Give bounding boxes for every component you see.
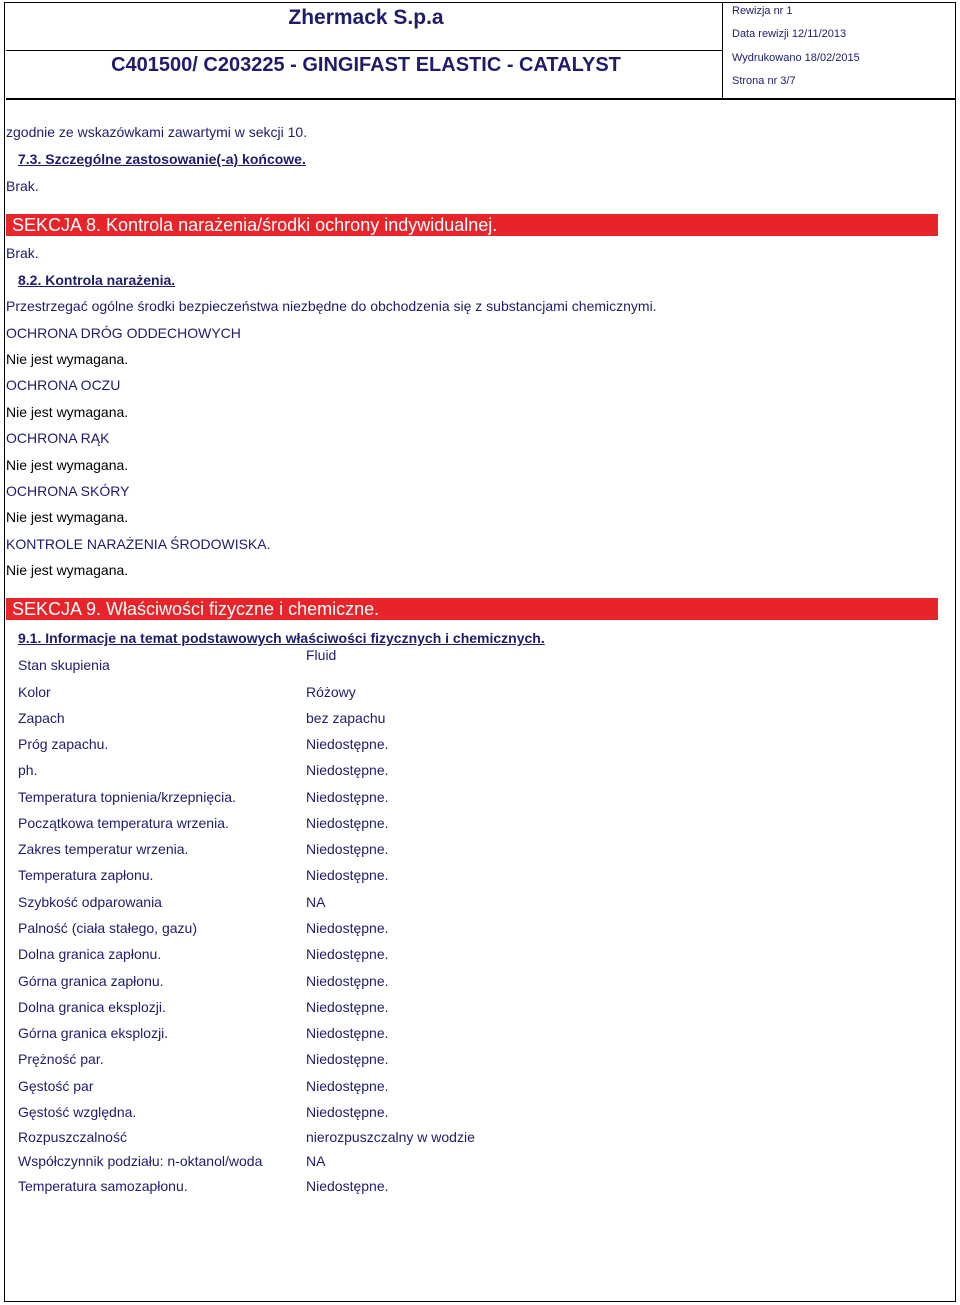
revision-date: Data rewizji 12/11/2013: [732, 28, 847, 40]
property-value: Niedostępne.: [306, 1178, 389, 1194]
property-value: Niedostępne.: [306, 1051, 389, 1067]
property-value: Niedostępne.: [306, 1078, 389, 1094]
section7-continuation: zgodnie ze wskazówkami zawartymi w sekcji 10.: [6, 124, 308, 140]
property-label: Zapach: [18, 710, 65, 726]
property-value: Niedostępne.: [306, 946, 389, 962]
protection-heading-eyes: OCHRONA OCZU: [6, 377, 121, 393]
property-value: Niedostępne.: [306, 841, 389, 857]
protection-heading-respiratory: OCHRONA DRÓG ODDECHOWYCH: [6, 325, 241, 341]
property-value: Niedostępne.: [306, 867, 389, 883]
company-box: [6, 2, 722, 51]
page-border: [4, 2, 956, 1302]
property-label: Temperatura topnienia/krzepnięcia.: [18, 789, 236, 805]
property-value: Niedostępne.: [306, 920, 389, 936]
property-value: Niedostępne.: [306, 789, 389, 805]
subsection-7-3-text: Brak.: [6, 178, 39, 194]
protection-text-hands: Nie jest wymagana.: [6, 457, 129, 473]
protection-text-eyes: Nie jest wymagana.: [6, 404, 129, 420]
property-value: Niedostępne.: [306, 1104, 389, 1120]
property-label: Temperatura zapłonu.: [18, 867, 154, 883]
property-value: Niedostępne.: [306, 973, 389, 989]
section8-intro: Brak.: [6, 245, 39, 261]
section8-general: Przestrzegać ogólne środki bezpieczeństwa niezbędne do obchodzenia się z substancjami chemicznymi.: [6, 298, 657, 314]
property-label: Rozpuszczalność: [18, 1129, 127, 1145]
revision-number: Rewizja nr 1: [732, 5, 793, 17]
property-label: Górna granica zapłonu.: [18, 973, 164, 989]
property-label: Stan skupienia: [18, 657, 110, 673]
property-label: Dolna granica eksplozji.: [18, 999, 166, 1015]
header-left: [6, 2, 723, 98]
protection-text-respiratory: Nie jest wymagana.: [6, 351, 129, 367]
property-value: bez zapachu: [306, 710, 386, 726]
property-label: Próg zapachu.: [18, 736, 109, 752]
property-label: ph.: [18, 762, 38, 778]
document-header: [6, 2, 956, 100]
property-value: NA: [306, 894, 326, 910]
property-value: Niedostępne.: [306, 999, 389, 1015]
property-value: Niedostępne.: [306, 1025, 389, 1041]
subsection-7-3: 7.3. Szczególne zastosowanie(-a) końcowe.: [18, 151, 306, 167]
property-value: Niedostępne.: [306, 762, 389, 778]
property-label: Palność (ciała stałego, gazu): [18, 920, 197, 936]
property-label: Kolor: [18, 684, 51, 700]
protection-text-skin: Nie jest wymagana.: [6, 509, 129, 525]
section9-header: [6, 598, 938, 620]
property-value: nierozpuszczalny w wodzie: [306, 1129, 475, 1145]
property-value: Niedostępne.: [306, 736, 389, 752]
property-label: Początkowa temperatura wrzenia.: [18, 815, 229, 831]
property-label: Dolna granica zapłonu.: [18, 946, 162, 962]
property-label: Szybkość odparowania: [18, 894, 162, 910]
property-label: Gęstość par: [18, 1078, 94, 1094]
property-label: Współczynnik podziału: n-oktanol/woda: [18, 1153, 263, 1169]
page-number: Strona nr 3/7: [732, 75, 796, 87]
property-label: Górna granica eksplozji.: [18, 1025, 169, 1041]
property-label: Prężność par.: [18, 1051, 104, 1067]
protection-text-environment: Nie jest wymagana.: [6, 562, 129, 578]
property-label: Gęstość względna.: [18, 1104, 137, 1120]
product-title: C401500/ C203225 - GINGIFAST ELASTIC - CATALYST: [111, 54, 621, 76]
property-value: Niedostępne.: [306, 815, 389, 831]
section8-header: [6, 214, 938, 236]
protection-heading-environment: KONTROLE NARAŻENIA ŚRODOWISKA.: [6, 536, 271, 552]
section8-title: SEKCJA 8. Kontrola narażenia/środki ochrony indywidualnej.: [12, 215, 498, 235]
section9-title: SEKCJA 9. Właściwości fizyczne i chemiczne.: [12, 599, 380, 619]
print-date: Wydrukowano 18/02/2015: [732, 52, 860, 64]
property-value: Różowy: [306, 684, 356, 700]
subsection-9-1: 9.1. Informacje na temat podstawowych właściwości fizycznych i chemicznych.: [18, 630, 545, 646]
protection-heading-hands: OCHRONA RĄK: [6, 430, 110, 446]
property-label: Zakres temperatur wrzenia.: [18, 841, 189, 857]
property-label: Temperatura samozapłonu.: [18, 1178, 188, 1194]
property-value: Fluid: [306, 647, 337, 663]
property-value: NA: [306, 1153, 326, 1169]
company-name: Zhermack S.p.a: [288, 6, 444, 29]
protection-heading-skin: OCHRONA SKÓRY: [6, 483, 130, 499]
subsection-8-2: 8.2. Kontrola narażenia.: [18, 272, 176, 288]
